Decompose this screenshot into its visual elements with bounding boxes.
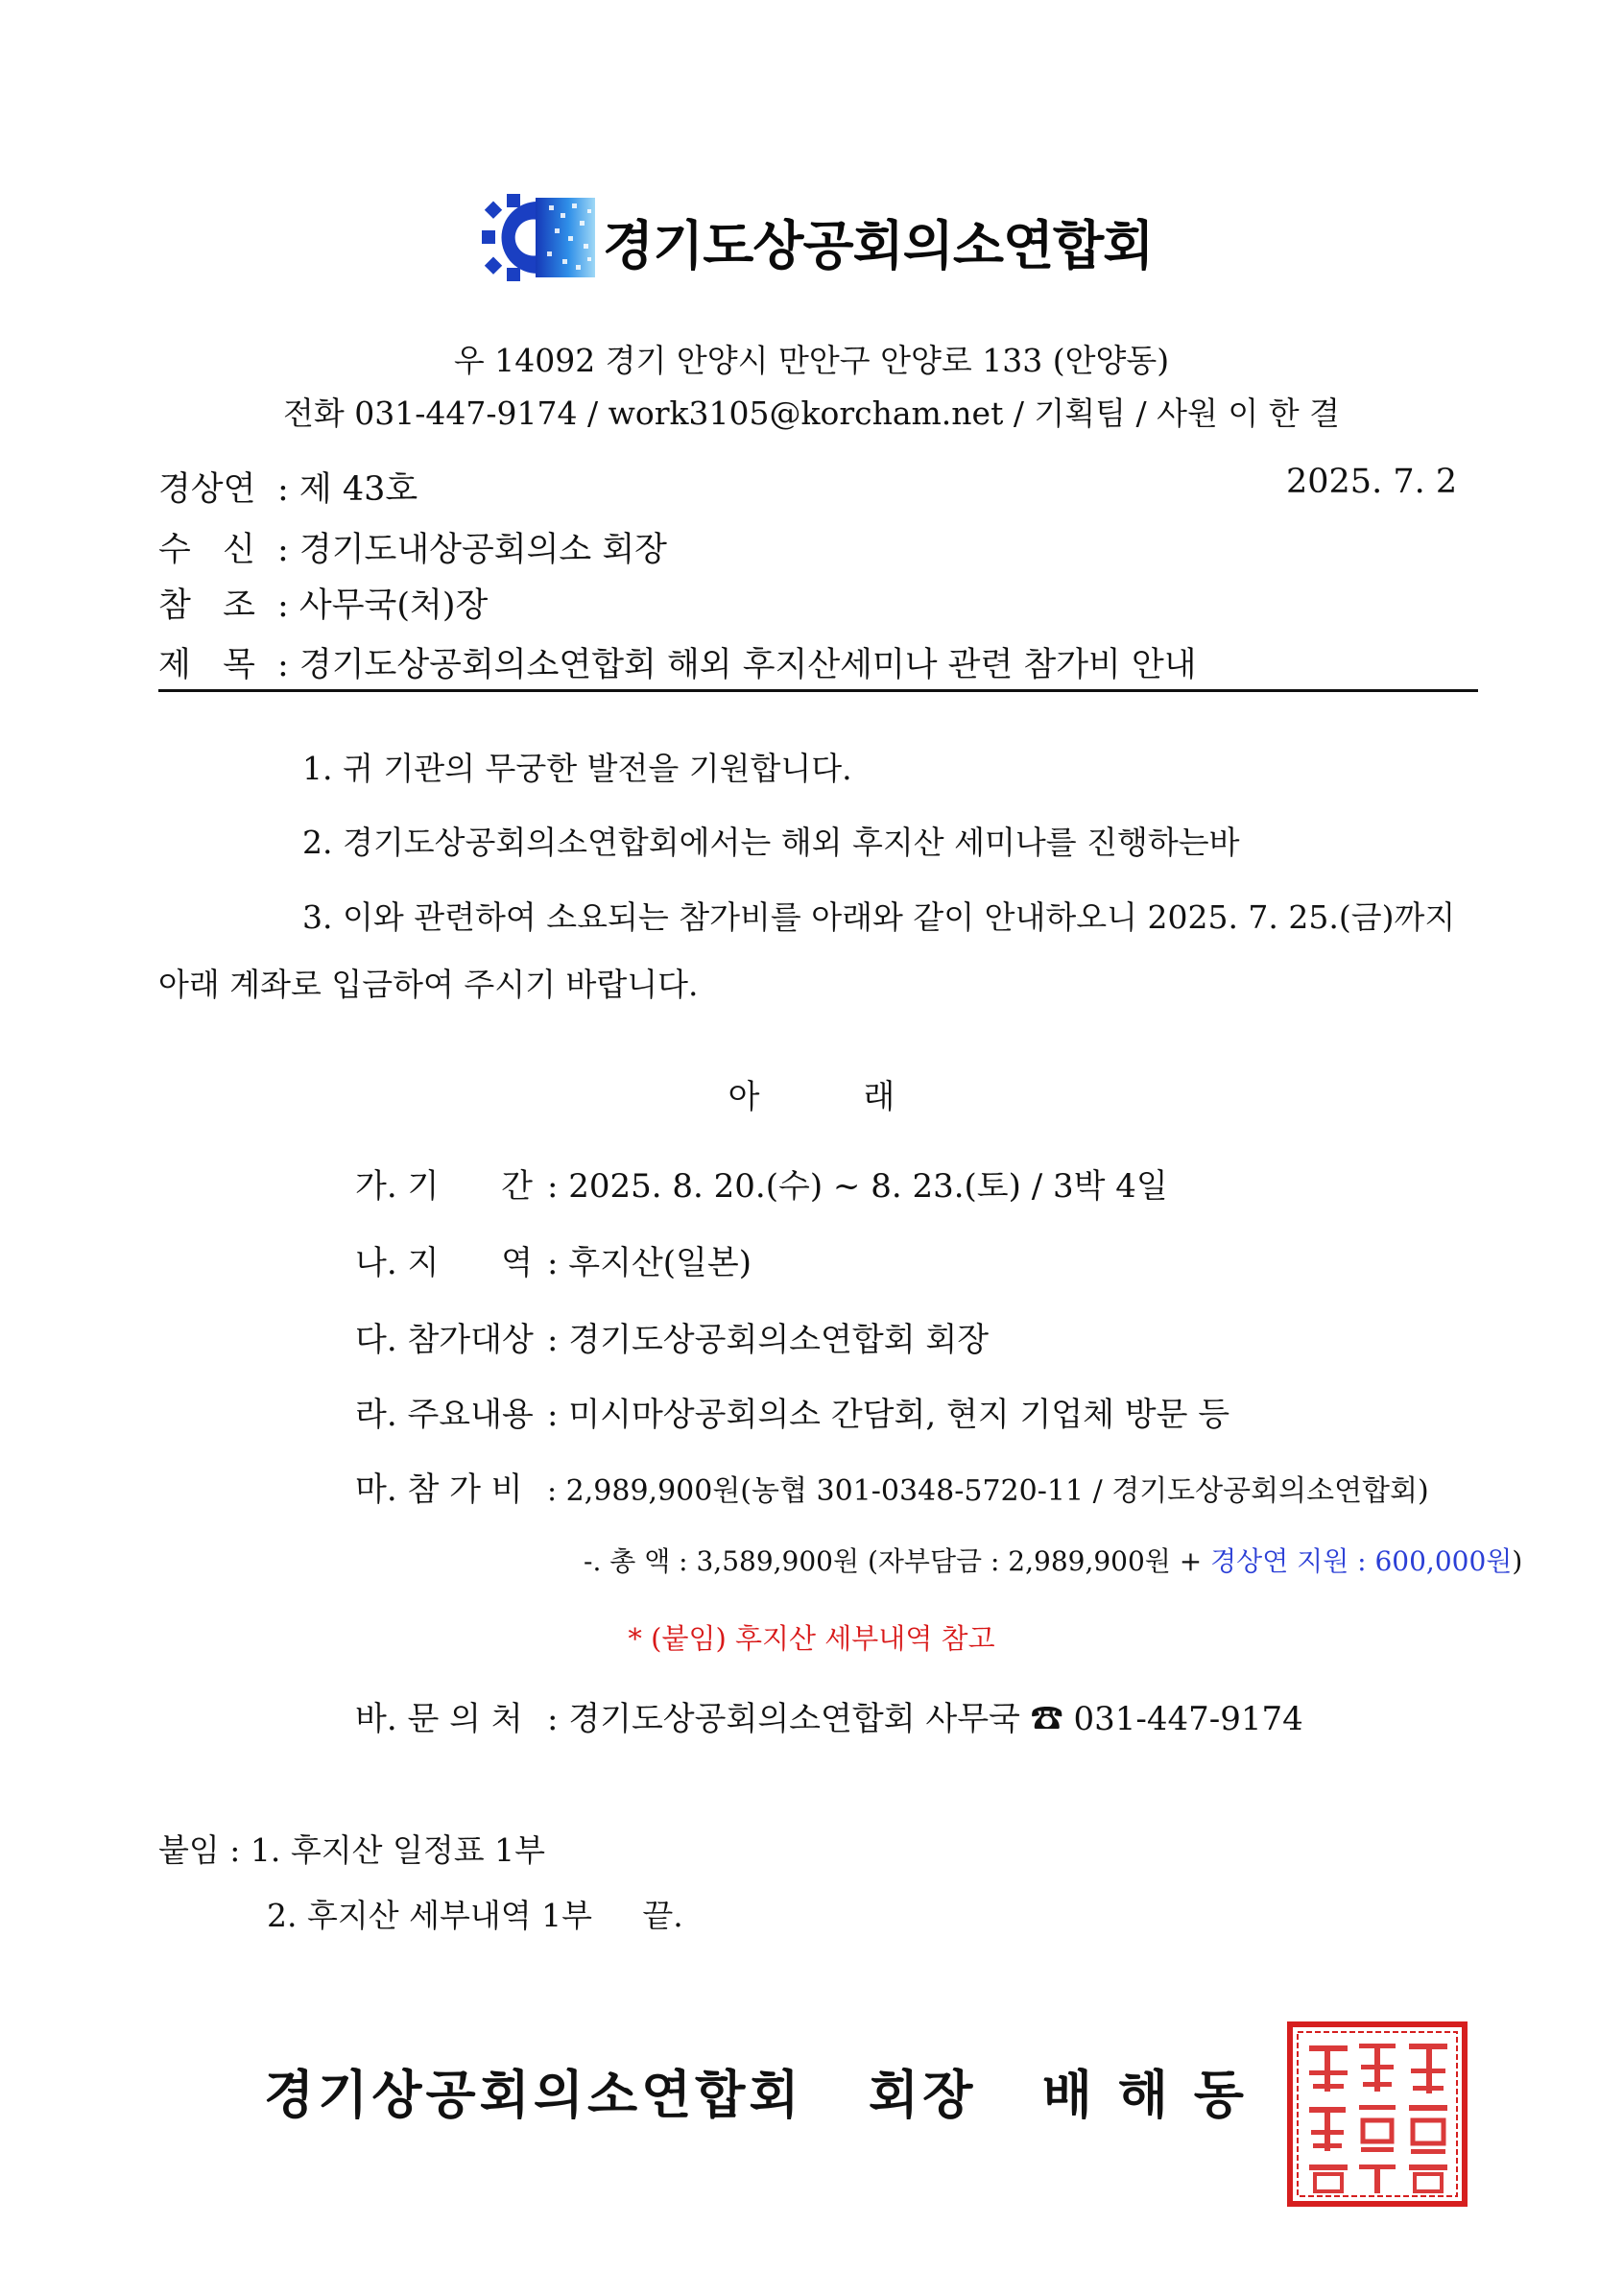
subject-label: 제 목 xyxy=(158,646,255,684)
item-content xyxy=(355,1388,1229,1435)
address-line: 우 14092 경기 안양시 만안구 안양로 133 (안양동) xyxy=(453,342,1170,379)
item-label: 다. 참가대상 xyxy=(355,1321,534,1359)
doc-number-row xyxy=(158,463,418,511)
below-heading: 아 래 xyxy=(728,1078,895,1116)
item-label: 가. 기 간 xyxy=(355,1167,533,1206)
fee-total-text: -. 총 액 : 3,589,900원 (자부담금 : 2,989,900원 + xyxy=(584,1545,1211,1577)
subject: : 경기도상공회의소연합회 해외 후지산세미나 관련 참가비 안내 xyxy=(277,646,1197,684)
attachment-note: * (붙임) 후지산 세부내역 참고 xyxy=(628,1622,995,1655)
signature: 경기상공회의소연합회 회장 배 해 동 xyxy=(264,2064,1248,2125)
attachment-2: 2. 후지산 세부내역 1부 끝. xyxy=(267,1897,683,1934)
support-amount: 경상연 지원 : 600,000원 xyxy=(1210,1545,1513,1577)
item-label: 나. 지 역 xyxy=(355,1244,533,1282)
item-value: : 미시마상공회의소 간담회, 현지 기업체 방문 등 xyxy=(547,1396,1230,1434)
subject-row xyxy=(158,638,1197,686)
org-name: 경기도상공회의소연합회 xyxy=(603,215,1154,276)
item-period xyxy=(355,1160,1168,1207)
letterhead-logo xyxy=(480,192,1152,283)
item-value: : 후지산(일본) xyxy=(547,1244,752,1282)
item-label: 마. 참 가 비 xyxy=(355,1471,523,1509)
item-value: : 2025. 8. 20.(수) ~ 8. 23.(토) / 3박 4일 xyxy=(547,1167,1168,1206)
paragraph-3-line-1: 3. 이와 관련하여 소요되는 참가비를 아래와 같이 안내하오니 2025. 7. 25.(금)까지 xyxy=(302,898,1456,936)
item-value: : 경기도상공회의소연합회 사무국 ☎ 031-447-9174 xyxy=(547,1700,1303,1738)
doc-date: 2025. 7. 2 xyxy=(1286,463,1458,501)
recipient-label: 수 신 xyxy=(158,531,255,569)
header-divider xyxy=(158,689,1478,692)
item-region xyxy=(355,1236,752,1283)
reference: : 사무국(처)장 xyxy=(277,586,489,625)
contact-line: 전화 031-447-9174 / work3105@korcham.net / 기획팀 / 사원 이 한 결 xyxy=(282,395,1341,432)
recipient-row xyxy=(158,523,667,571)
paragraph-1: 1. 귀 기관의 무궁한 발전을 기원합니다. xyxy=(302,750,852,787)
reference-label: 참 조 xyxy=(158,586,255,625)
doc-number: : 제 43호 xyxy=(277,470,418,509)
seal-icon xyxy=(1286,2021,1468,2208)
fee-total-line xyxy=(584,1541,1522,1579)
item-fee xyxy=(355,1463,1429,1510)
paragraph-2: 2. 경기도상공회의소연합회에서는 해외 후지산 세미나를 진행하는바 xyxy=(302,824,1240,861)
recipient: : 경기도내상공회의소 회장 xyxy=(277,531,667,569)
item-value: : 2,989,900원(농협 301-0348-5720-11 / 경기도상공회의소연합회) xyxy=(547,1474,1429,1508)
item-target xyxy=(355,1313,989,1360)
reference-row xyxy=(158,579,488,627)
paragraph-3-line-2: 아래 계좌로 입금하여 주시기 바랍니다. xyxy=(158,966,699,1003)
doc-number-label: 경상연 xyxy=(158,470,256,509)
item-value: : 경기도상공회의소연합회 회장 xyxy=(547,1321,990,1359)
item-label: 라. 주요내용 xyxy=(355,1396,534,1434)
item-contact xyxy=(355,1692,1303,1739)
fee-total-close: ) xyxy=(1512,1545,1523,1577)
official-seal xyxy=(1286,2021,1468,2208)
attachment-1: 붙임 : 1. 후지산 일정표 1부 xyxy=(158,1831,545,1869)
gear-logo-icon xyxy=(480,192,600,283)
item-label: 바. 문 의 처 xyxy=(355,1700,523,1738)
